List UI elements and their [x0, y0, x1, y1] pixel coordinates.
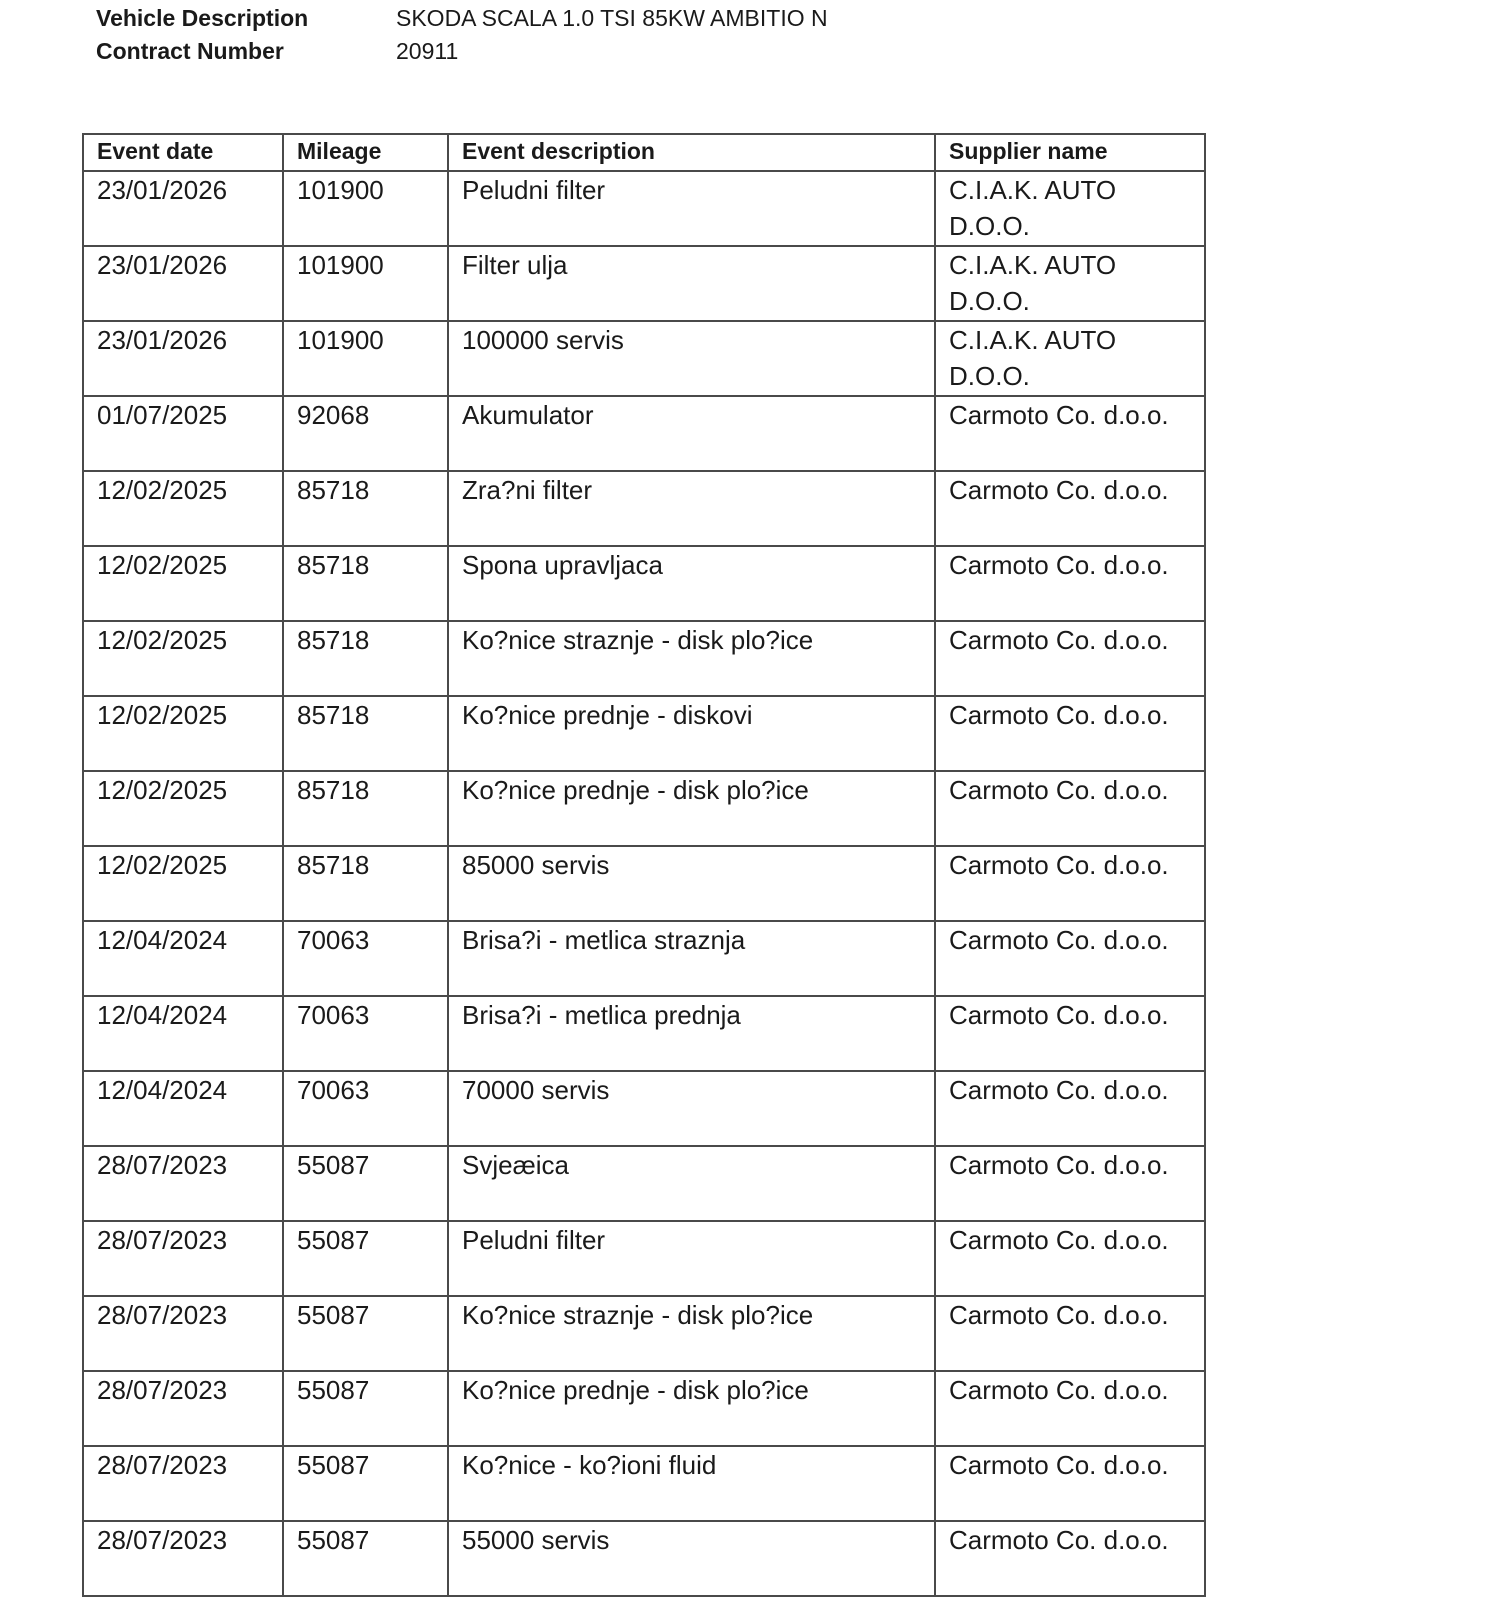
mileage-cell: 55087: [283, 1296, 448, 1371]
supplier-name-cell: C.I.A.K. AUTO D.O.O.: [935, 171, 1205, 246]
table-row: [83, 1221, 1205, 1296]
mileage-cell: 55087: [283, 1521, 448, 1596]
mileage-cell: 85718: [283, 471, 448, 546]
event-date-cell: 12/02/2025: [83, 621, 283, 696]
table-row: [83, 696, 1205, 771]
service-events-table: [82, 133, 1206, 1597]
supplier-name-cell: Carmoto Co. d.o.o.: [935, 1296, 1205, 1371]
mileage-cell: 92068: [283, 396, 448, 471]
header-supplier-name: Supplier name: [935, 134, 1205, 171]
vehicle-info: [96, 2, 828, 68]
event-description-cell: Brisa?i - metlica prednja: [448, 996, 935, 1071]
supplier-name-cell: Carmoto Co. d.o.o.: [935, 1221, 1205, 1296]
table-row: [83, 1521, 1205, 1596]
event-date-cell: 28/07/2023: [83, 1446, 283, 1521]
event-date-cell: 12/04/2024: [83, 1071, 283, 1146]
supplier-name-cell: Carmoto Co. d.o.o.: [935, 1446, 1205, 1521]
event-date-cell: 12/04/2024: [83, 996, 283, 1071]
mileage-cell: 85718: [283, 846, 448, 921]
table-row: [83, 321, 1205, 396]
event-description-cell: Spona upravljaca: [448, 546, 935, 621]
event-description-cell: Ko?nice straznje - disk plo?ice: [448, 621, 935, 696]
event-date-cell: 12/04/2024: [83, 921, 283, 996]
table-row: [83, 246, 1205, 321]
event-description-cell: Peludni filter: [448, 171, 935, 246]
event-description-cell: 100000 servis: [448, 321, 935, 396]
supplier-name-cell: Carmoto Co. d.o.o.: [935, 846, 1205, 921]
event-date-cell: 12/02/2025: [83, 696, 283, 771]
vehicle-description-row: [96, 2, 828, 35]
mileage-cell: 101900: [283, 246, 448, 321]
mileage-cell: 101900: [283, 321, 448, 396]
table-row: [83, 1146, 1205, 1221]
event-description-cell: Svjeæica: [448, 1146, 935, 1221]
supplier-name-cell: C.I.A.K. AUTO D.O.O.: [935, 246, 1205, 321]
event-description-cell: Ko?nice straznje - disk plo?ice: [448, 1296, 935, 1371]
event-description-cell: 85000 servis: [448, 846, 935, 921]
contract-number-value: 20911: [396, 38, 459, 64]
table-row: [83, 996, 1205, 1071]
table-row: [83, 546, 1205, 621]
table-row: [83, 396, 1205, 471]
event-date-cell: 28/07/2023: [83, 1371, 283, 1446]
event-date-cell: 12/02/2025: [83, 846, 283, 921]
event-description-cell: 55000 servis: [448, 1521, 935, 1596]
table-row: [83, 846, 1205, 921]
event-date-cell: 23/01/2026: [83, 321, 283, 396]
table-body: [83, 171, 1205, 1596]
mileage-cell: 70063: [283, 921, 448, 996]
mileage-cell: 55087: [283, 1146, 448, 1221]
header-event-date: Event date: [83, 134, 283, 171]
supplier-name-cell: Carmoto Co. d.o.o.: [935, 696, 1205, 771]
supplier-name-cell: Carmoto Co. d.o.o.: [935, 1071, 1205, 1146]
event-description-cell: Zra?ni filter: [448, 471, 935, 546]
event-description-cell: Ko?nice prednje - diskovi: [448, 696, 935, 771]
event-date-cell: 28/07/2023: [83, 1221, 283, 1296]
event-date-cell: 23/01/2026: [83, 246, 283, 321]
mileage-cell: 101900: [283, 171, 448, 246]
event-date-cell: 12/02/2025: [83, 771, 283, 846]
mileage-cell: 85718: [283, 696, 448, 771]
vehicle-description-value: SKODA SCALA 1.0 TSI 85KW AMBITIO N: [396, 5, 828, 31]
supplier-name-cell: Carmoto Co. d.o.o.: [935, 771, 1205, 846]
supplier-name-cell: Carmoto Co. d.o.o.: [935, 1521, 1205, 1596]
event-description-cell: 70000 servis: [448, 1071, 935, 1146]
supplier-name-cell: Carmoto Co. d.o.o.: [935, 471, 1205, 546]
event-description-cell: Ko?nice prednje - disk plo?ice: [448, 771, 935, 846]
mileage-cell: 85718: [283, 771, 448, 846]
event-date-cell: 28/07/2023: [83, 1296, 283, 1371]
mileage-cell: 55087: [283, 1446, 448, 1521]
supplier-name-cell: Carmoto Co. d.o.o.: [935, 921, 1205, 996]
event-date-cell: 28/07/2023: [83, 1146, 283, 1221]
table-row: [83, 1446, 1205, 1521]
table-row: [83, 1296, 1205, 1371]
contract-number-row: [96, 35, 828, 68]
table-row: [83, 621, 1205, 696]
contract-number-label: Contract Number: [96, 38, 284, 64]
mileage-cell: 70063: [283, 996, 448, 1071]
event-description-cell: Ko?nice - ko?ioni fluid: [448, 1446, 935, 1521]
vehicle-description-label: Vehicle Description: [96, 5, 309, 31]
supplier-name-cell: Carmoto Co. d.o.o.: [935, 996, 1205, 1071]
event-description-cell: Brisa?i - metlica straznja: [448, 921, 935, 996]
header-event-description: Event description: [448, 134, 935, 171]
event-description-cell: Peludni filter: [448, 1221, 935, 1296]
supplier-name-cell: Carmoto Co. d.o.o.: [935, 1146, 1205, 1221]
table-row: [83, 1371, 1205, 1446]
mileage-cell: 85718: [283, 546, 448, 621]
table-row: [83, 171, 1205, 246]
event-date-cell: 12/02/2025: [83, 546, 283, 621]
event-description-cell: Filter ulja: [448, 246, 935, 321]
table-row: [83, 1071, 1205, 1146]
header-mileage: Mileage: [283, 134, 448, 171]
event-description-cell: Akumulator: [448, 396, 935, 471]
table-row: [83, 921, 1205, 996]
mileage-cell: 85718: [283, 621, 448, 696]
supplier-name-cell: Carmoto Co. d.o.o.: [935, 1371, 1205, 1446]
table-row: [83, 771, 1205, 846]
mileage-cell: 55087: [283, 1221, 448, 1296]
supplier-name-cell: Carmoto Co. d.o.o.: [935, 621, 1205, 696]
supplier-name-cell: Carmoto Co. d.o.o.: [935, 546, 1205, 621]
supplier-name-cell: C.I.A.K. AUTO D.O.O.: [935, 321, 1205, 396]
table-header-row: [83, 134, 1205, 171]
event-date-cell: 12/02/2025: [83, 471, 283, 546]
event-description-cell: Ko?nice prednje - disk plo?ice: [448, 1371, 935, 1446]
mileage-cell: 55087: [283, 1371, 448, 1446]
event-date-cell: 28/07/2023: [83, 1521, 283, 1596]
mileage-cell: 70063: [283, 1071, 448, 1146]
table-row: [83, 471, 1205, 546]
supplier-name-cell: Carmoto Co. d.o.o.: [935, 396, 1205, 471]
event-date-cell: 23/01/2026: [83, 171, 283, 246]
event-date-cell: 01/07/2025: [83, 396, 283, 471]
